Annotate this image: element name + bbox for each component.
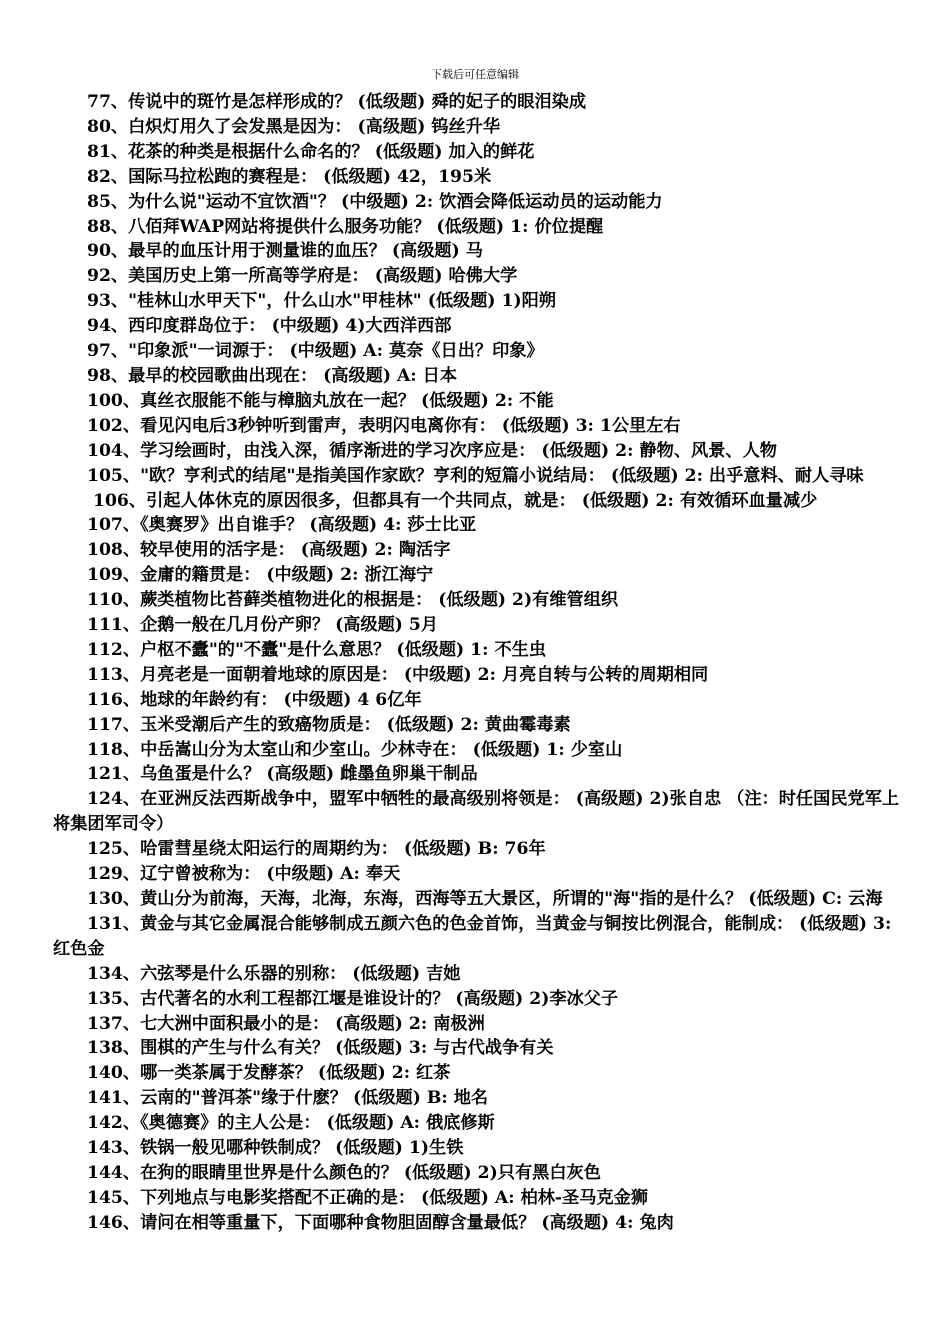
question-item: 107、《奥赛罗》出自谁手？ (高级题) 4: 莎士比亚: [87, 515, 477, 536]
question-item: 85、为什么说"运动不宜饮酒"？ (中级题) 2: 饮酒会降低运动员的运动能力: [87, 191, 663, 212]
question-item: 134、六弦琴是什么乐器的别称： (低级题) 吉她: [87, 963, 461, 984]
question-item: 104、学习绘画时，由浅入深，循序渐进的学习次序应是： (低级题) 2: 静物、风景、人物: [87, 440, 777, 461]
question-item: 108、较早使用的活字是： (高级题) 2: 陶活字: [87, 540, 451, 561]
question-item: 88、八佰拜WAP网站将提供什么服务功能？ (低级题) 1: 价位提醒: [87, 216, 604, 237]
question-item: 141、云南的"普洱茶"缘于什麽？ (低级题) B: 地名: [87, 1088, 489, 1109]
question-item: 82、国际马拉松跑的赛程是： (低级题) 42，195米: [87, 166, 492, 187]
question-item: 118、中岳嵩山分为太室山和少室山。少林寺在： (低级题) 1: 少室山: [87, 739, 623, 760]
question-item: 81、花茶的种类是根据什么命名的？ (低级题) 加入的鲜花: [87, 141, 535, 162]
question-item: 121、乌鱼蛋是什么？ (高级题) 雌墨鱼卵巢干制品: [87, 764, 478, 785]
question-item: 90、最早的血压计用于测量谁的血压？ (高级题) 马: [87, 241, 483, 262]
question-item: 100、真丝衣服能不能与樟脑丸放在一起？ (低级题) 2: 不能: [87, 390, 554, 411]
question-item: 146、请问在相等重量下，下面哪种食物胆固醇含量最低？ (高级题) 4: 兔肉: [87, 1212, 674, 1233]
question-item: 112、户枢不蠹"的"不蠹"是什么意思？ (低级题) 1: 不生虫: [87, 639, 547, 660]
question-item: 98、最早的校园歌曲出现在： (高级题) A: 日本: [87, 365, 458, 386]
question-item: 144、在狗的眼睛里世界是什么颜色的？ (低级题) 2)只有黑白灰色: [87, 1162, 601, 1183]
question-item: 102、看见闪电后3秒钟听到雷声，表明闪电离你有： (低级题) 3: 1公里左右: [87, 415, 681, 436]
question-item: 130、黄山分为前海，天海，北海，东海，西海等五大景区，所谓的"海"指的是什么？ (低级题) C: 云海: [87, 889, 883, 909]
question-item: 110、蕨类植物比苔藓类植物进化的根据是： (低级题) 2)有维管组织: [87, 590, 619, 611]
question-item: 106、引起人体休克的原因很多，但都具有一个共同点，就是： (低级题) 2: 有效循环血量减少: [93, 490, 818, 511]
question-item: 117、玉米受潮后产生的致癌物质是： (低级题) 2: 黄曲霉毒素: [87, 714, 571, 735]
question-item: 140、哪一类茶属于发酵茶？ (低级题) 2: 红茶: [87, 1063, 451, 1084]
question-item: 142、《奥德赛》的主人公是： (低级题) A: 俄底修斯: [87, 1113, 495, 1134]
question-item: 105、"欧？亨利式的结尾"是指美国作家欧？亨利的短篇小说结局： (低级题) 2: 出乎意料、耐人寻味: [87, 465, 864, 486]
question-item: 131、黄金与其它金属混合能够制成五颜六色的色金首饰，当黄金与铜按比例混合，能制成： (低级题) 3: 红色金: [53, 913, 892, 959]
question-item: 113、月亮老是一面朝着地球的原因是： (中级题) 2: 月亮自转与公转的周期相同: [87, 664, 709, 685]
question-item: 111、企鹅一般在几月份产卵？ (高级题) 5月: [87, 615, 439, 636]
question-item: 138、围棋的产生与什么有关？ (低级题) 3: 与古代战争有关: [87, 1038, 554, 1059]
question-item: 97、"印象派"一词源于： (中级题) A: 莫奈《日出？印象》: [87, 341, 544, 362]
question-list: [53, 90, 901, 1236]
question-item: 77、传说中的斑竹是怎样形成的？ (低级题) 舜的妃子的眼泪染成: [87, 92, 587, 112]
question-item: 137、七大洲中面积最小的是： (高级题) 2: 南极洲: [87, 1013, 485, 1034]
question-item: 92、美国历史上第一所高等学府是： (高级题) 哈佛大学: [87, 266, 518, 287]
question-item: 143、铁锅一般见哪种铁制成？ (低级题) 1)生铁: [87, 1138, 464, 1159]
question-item: 124、在亚洲反法西斯战争中，盟军中牺牲的最高级别将领是： (高级题) 2)张自忠 （注：时任国民党军上将集团军司令）: [53, 789, 900, 835]
question-item: 135、古代著名的水利工程都江堰是谁设计的？ (高级题) 2)李冰父子: [87, 988, 619, 1009]
question-item: 145、下列地点与电影奖搭配不正确的是： (低级题) A: 柏林-圣马克金狮: [87, 1187, 648, 1208]
question-item: 109、金庸的籍贯是： (中级题) 2: 浙江海宁: [87, 565, 434, 586]
question-item: 94、西印度群岛位于： (中级题) 4)大西洋西部: [87, 316, 452, 337]
question-item: 129、辽宁曾被称为： (中级题) A: 奉天: [87, 864, 401, 885]
question-item: 116、地球的年龄约有： (中级题) 4 6亿年: [87, 689, 422, 710]
question-item: 93、"桂林山水甲天下"，什么山水"甲桂林" (低级题) 1)阳朔: [87, 291, 556, 312]
page-header: 下载后可任意编辑: [431, 68, 519, 81]
question-item: 80、白炽灯用久了会发黑是因为： (高级题) 钨丝升华: [87, 116, 501, 137]
question-item: 125、哈雷彗星绕太阳运行的周期约为： (低级题) B: 76年: [87, 839, 546, 860]
